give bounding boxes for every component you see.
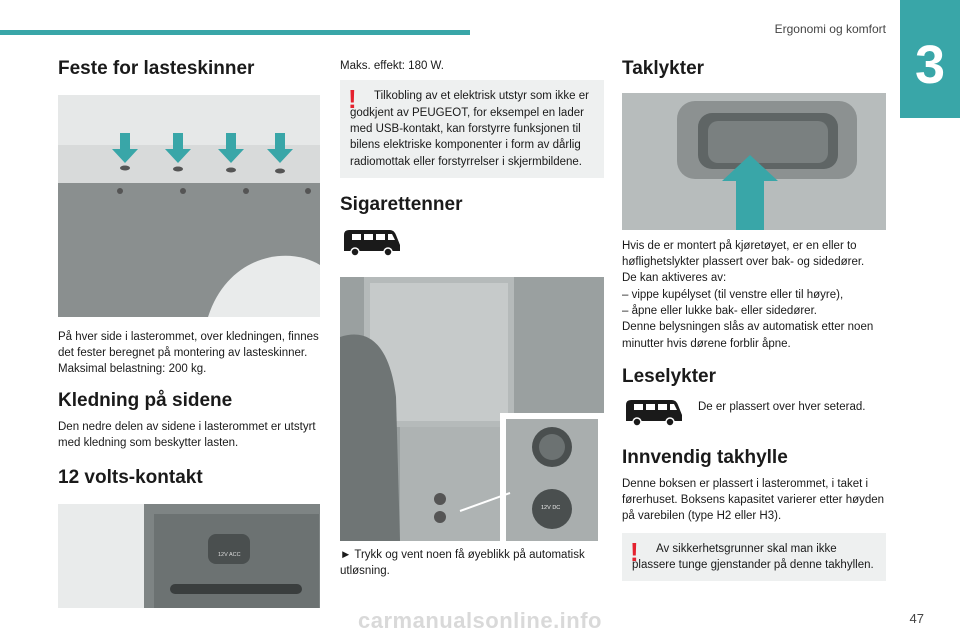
- load-rail-image: [58, 95, 320, 317]
- socket-illustration: [58, 504, 320, 608]
- socket-label: 12V ACC: [218, 552, 241, 559]
- column-2: [340, 58, 604, 579]
- load-rail-illustration: [58, 95, 320, 317]
- load-rail-text: På hver side i lasterommet, over kledningen, finnes det fester beregnet på montering av lasteskinner.: [58, 330, 319, 360]
- auto-off-text: Denne belysningen slås av automatisk etter noen minutter hvis dørene forblir åpne.: [622, 321, 874, 350]
- lighter-instruction: ► Trykk og vent noen få øyeblikk på automatisk utløsning.: [340, 548, 585, 578]
- van-icon: [340, 227, 402, 257]
- lighter-illustration: [340, 277, 604, 541]
- page-number: 47: [909, 611, 924, 626]
- heading-roof-shelf: Innvendig takhylle: [622, 446, 788, 468]
- reading-lights-row: [622, 397, 886, 427]
- warning-shelf-text: Av sikkerhetsgrunner skal man ikke plassere tunge gjenstander på denne takhyllen.: [632, 542, 874, 571]
- warning-usb-text: Tilkobling av et elektrisk utstyr som ikke er godkjent av PEUGEOT, for eksempel en lader med USB-kontakt, kan forstyrre funksjonen til bilens elektriske komponenter i form av dårlig radiomottak eller forstyrrelser i skjermbildene.: [350, 90, 589, 168]
- activation-bullet-1: – vippe kupélyset (til venstre eller til høyre),: [622, 288, 844, 301]
- warning-box-usb: [340, 80, 604, 178]
- heading-cigarette-lighter: Sigarettenner: [340, 193, 463, 215]
- side-panels-text: Den nedre delen av sidene i lasterommet er utstyrt med kledning som beskytter lasten.: [58, 420, 316, 449]
- heading-load-rail-fixings: Feste for lasteskinner: [58, 58, 255, 79]
- reading-lights-text: De er plassert over hver seterad.: [698, 400, 866, 413]
- heading-side-panels: Kledning på sidene: [58, 389, 233, 411]
- chapter-number: 3: [914, 35, 946, 95]
- warning-icon: !: [348, 84, 357, 115]
- socket-image: [58, 504, 320, 608]
- roof-shelf-text: Denne boksen er plassert i lasterommet, i taket i førerhuset. Boksens kapasitet varierer etter høyden på varebilen (type H2 eller H3).: [622, 477, 885, 523]
- heading-12v-socket: 12 volts-kontakt: [58, 467, 203, 489]
- max-power-text: Maks. effekt: 180 W.: [340, 60, 444, 72]
- lighter-label: 12V DC: [541, 504, 561, 511]
- max-load-text: Maksimal belastning: 200 kg.: [58, 363, 207, 376]
- heading-courtesy-lights: Taklykter: [622, 58, 705, 79]
- activation-intro: De kan aktiveres av:: [622, 272, 727, 285]
- column-3: [622, 58, 886, 581]
- header-accent-bar: [0, 30, 470, 35]
- courtesy-light-illustration: [622, 93, 886, 230]
- courtesy-light-text: Hvis de er montert på kjøretøyet, er en eller to høflighetslykter plassert over bak- og sidedører.: [622, 239, 865, 269]
- lighter-image: [340, 277, 604, 541]
- activation-bullet-2: – åpne eller lukke bak- eller sidedører.: [622, 305, 817, 318]
- van-icon: [622, 397, 684, 427]
- watermark: carmanualsonline.info: [358, 608, 602, 633]
- warning-box-shelf: [622, 533, 886, 582]
- courtesy-light-image: [622, 93, 886, 230]
- warning-icon: !: [630, 536, 639, 567]
- chapter-tab: [900, 0, 960, 118]
- column-1: [58, 58, 320, 608]
- running-header: Ergonomi og komfort: [774, 22, 886, 36]
- heading-reading-lights: Leselykter: [622, 366, 717, 388]
